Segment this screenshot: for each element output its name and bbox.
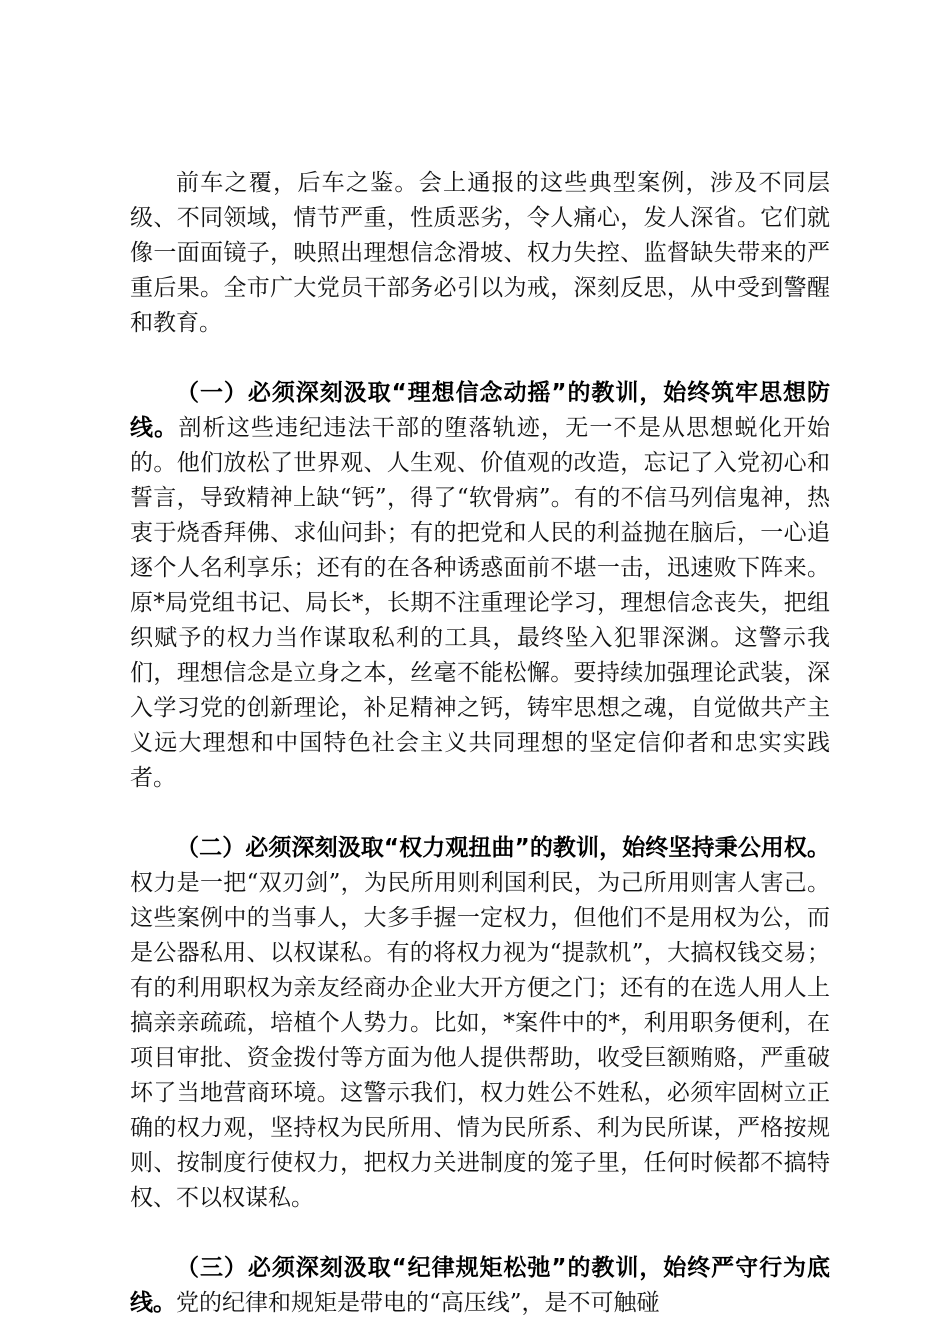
section-1-paragraph (130, 376, 830, 796)
section-1-heading: （一）必须深刻汲取“理想信念动摇”的教训，始终筑牢思想防线。 (130, 380, 830, 441)
section-1-body: 剖析这些违纪违法干部的堕落轨迹，无一不是从思想蜕化开始的。他们放松了世界观、人生观、价值观的改造，忘记了入党初心和誓言，导致精神上缺“钙”，得了“软骨病”。有的不信马列信鬼神，热衷于烧香拜佛、求仙问卦；有的把党和人民的利益抛在脑后，一心追逐个人名利享乐；还有的在各种诱惑面前不堪一击，迅速败下阵来。原*局党组书记、局长*，长期不注重理论学习，理想信念丧失，把组织赋予的权力当作谋取私利的工具，最终坠入犯罪深渊。这警示我们，理想信念是立身之本，丝毫不能松懈。要持续加强理论武装，深入学习党的创新理论，补足精神之钙，铸牢思想之魂，自觉做共产主义远大理想和中国特色社会主义共同理想的坚定信仰者和忠实实践者。 (130, 415, 831, 791)
paragraph-spacer (130, 796, 830, 831)
intro-paragraph: 前车之覆，后车之鉴。会上通报的这些典型案例，涉及不同层级、不同领域，情节严重，性质恶劣，令人痛心，发人深省。它们就像一面面镜子，映照出理想信念滑坡、权力失控、监督缺失带来的严重后果。全市广大党员干部务必引以为戒，深刻反思，从中受到警醒和教育。 (130, 170, 830, 336)
document-page (130, 166, 830, 1321)
section-3-paragraph (130, 1251, 830, 1321)
paragraph-spacer (130, 1216, 830, 1251)
section-2-paragraph (130, 831, 830, 1216)
section-2-body: 权力是一把“双刃剑”，为民所用则利国利民，为己所用则害人害己。这些案例中的当事人，大多手握一定权力，但他们不是用权为公，而是公器私用、以权谋私。有的将权力视为“提款机”，大搞权钱交易；有的利用职权为亲友经商办企业大开方便之门；还有的在选人用人上搞亲亲疏疏，培植个人势力。比如，*案件中的*，利用职务便利，在项目审批、资金拨付等方面为他人提供帮助，收受巨额贿赂，严重破坏了当地营商环境。这警示我们，权力姓公不姓私，必须牢固树立正确的权力观，坚持权为民所用、情为民所系、利为民所谋，严格按规则、按制度行使权力，把权力关进制度的笼子里，任何时候都不搞特权、不以权谋私。 (130, 870, 830, 1211)
paragraph-spacer (130, 341, 830, 376)
section-2-heading: （二）必须深刻汲取“权力观扭曲”的教训，始终坚持秉公用权。 (176, 835, 830, 861)
section-3-body: 党的纪律和规矩是带电的“高压线”，是不可触碰 (176, 1290, 660, 1316)
section-3-heading: （三）必须深刻汲取“纪律规矩松弛”的教训，始终严守行为底线。 (130, 1255, 830, 1316)
